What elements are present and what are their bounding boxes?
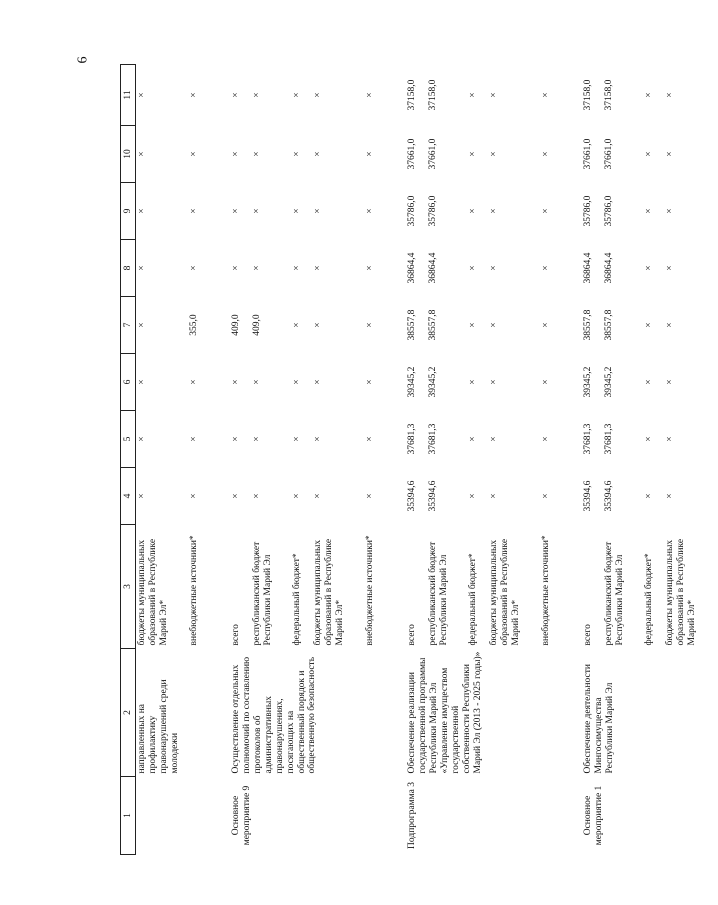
- amount-value: 409,0: [252, 314, 262, 336]
- amount-value: ×: [137, 379, 147, 385]
- value-cell: [136, 411, 231, 468]
- value-cell: [406, 240, 582, 297]
- amount-value: ×: [665, 493, 675, 499]
- value-cell: [582, 183, 718, 240]
- amount-value: ×: [665, 208, 675, 214]
- value-cell: [136, 126, 231, 183]
- amount-value: 409,0: [231, 314, 241, 336]
- amount-value: ×: [313, 92, 323, 98]
- amount-value: 39345,2: [428, 366, 438, 398]
- amount-value: ×: [468, 436, 478, 442]
- value-cell: [582, 354, 718, 411]
- table-row: [406, 65, 582, 855]
- amount-value: ×: [313, 208, 323, 214]
- row-description-text: Обеспечение реализации государственной программы Республики Марий Эл «Управление имуществом государственной собственности Республики Марий Эл (2013 - 2025 годы)»: [407, 651, 483, 774]
- amount-value: ×: [365, 151, 375, 157]
- amount-value: ×: [541, 208, 551, 214]
- amount-value: 37681,3: [428, 423, 438, 455]
- amount-value: ×: [231, 208, 241, 214]
- amount-value: ×: [189, 379, 199, 385]
- amount-value: 38557,8: [604, 309, 614, 341]
- amount-value: 37158,0: [407, 79, 417, 111]
- amount-value: ×: [292, 322, 302, 328]
- header-cell: 11: [121, 65, 136, 126]
- amount-value: ×: [252, 265, 262, 271]
- amount-value: ×: [489, 151, 499, 157]
- table-row: [230, 65, 406, 855]
- amount-value: ×: [541, 92, 551, 98]
- amount-value: ×: [468, 379, 478, 385]
- page-number: 6: [75, 56, 91, 64]
- value-cell: [230, 65, 406, 126]
- value-cell: [582, 65, 718, 126]
- value-cell: [230, 468, 406, 525]
- amount-value: 39345,2: [583, 366, 593, 398]
- amount-value: ×: [292, 379, 302, 385]
- value-cell: [230, 240, 406, 297]
- value-cell: [230, 126, 406, 183]
- amount-value: ×: [313, 151, 323, 157]
- amount-value: 35786,0: [604, 195, 614, 227]
- amount-value: ×: [292, 436, 302, 442]
- amount-value: ×: [231, 151, 241, 157]
- amount-value: ×: [137, 92, 147, 98]
- amount-value: 37158,0: [604, 79, 614, 111]
- amount-value: ×: [489, 436, 499, 442]
- row-code-cell: Подпрограмма 3: [407, 782, 417, 849]
- amount-value: ×: [137, 322, 147, 328]
- amount-value: 35786,0: [428, 195, 438, 227]
- amount-value: ×: [292, 208, 302, 214]
- funding-source-label: бюджеты муниципальных образований в Республике Марий Эл*: [489, 538, 521, 646]
- amount-value: ×: [644, 208, 654, 214]
- amount-value: 37661,0: [428, 138, 438, 170]
- value-cell: [406, 468, 582, 525]
- amount-value: ×: [365, 208, 375, 214]
- amount-value: 37661,0: [407, 138, 417, 170]
- amount-value: ×: [541, 265, 551, 271]
- amount-value: ×: [137, 265, 147, 271]
- amount-value: ×: [231, 493, 241, 499]
- amount-value: ×: [189, 151, 199, 157]
- value-cell: [230, 297, 406, 354]
- amount-value: ×: [365, 436, 375, 442]
- amount-value: 35394,6: [428, 480, 438, 512]
- value-cell: [582, 126, 718, 183]
- amount-value: ×: [489, 92, 499, 98]
- value-cell: [406, 65, 582, 126]
- value-cell: [230, 183, 406, 240]
- amount-value: ×: [365, 493, 375, 499]
- amount-value: ×: [292, 151, 302, 157]
- amount-value: 35394,6: [407, 480, 417, 512]
- funding-source-cell: [230, 525, 406, 649]
- amount-value: ×: [137, 208, 147, 214]
- funding-source-label: республиканский бюджет Республики Марий Эл: [604, 541, 625, 646]
- funding-source-label: федеральный бюджет*: [292, 553, 302, 646]
- header-cell: 9: [121, 183, 136, 240]
- funding-source-label: всего: [407, 624, 417, 646]
- value-cell: [406, 354, 582, 411]
- funding-source-label: бюджеты муниципальных образований в Республике Марий Эл*: [665, 538, 697, 646]
- amount-value: 38557,8: [407, 309, 417, 341]
- amount-value: ×: [541, 493, 551, 499]
- value-cell: [406, 126, 582, 183]
- amount-value: ×: [489, 322, 499, 328]
- amount-value: ×: [665, 436, 675, 442]
- amount-value: 36864,4: [407, 252, 417, 284]
- value-cell: [136, 297, 231, 354]
- funding-source-label: всего: [231, 624, 241, 646]
- value-cell: [136, 354, 231, 411]
- amount-value: ×: [137, 151, 147, 157]
- amount-value: 37661,0: [604, 138, 614, 170]
- amount-value: 37661,0: [583, 138, 593, 170]
- row-description-cell: [406, 649, 582, 777]
- amount-value: 37681,3: [604, 423, 614, 455]
- value-cell: [136, 240, 231, 297]
- amount-value: ×: [292, 265, 302, 271]
- amount-value: ×: [541, 436, 551, 442]
- header-cell: 1: [121, 777, 136, 855]
- amount-value: ×: [468, 322, 478, 328]
- funding-source-label: бюджеты муниципальных образований в Республике Марий Эл*: [137, 538, 169, 646]
- funding-source-label: республиканский бюджет Республики Марий Эл: [428, 541, 449, 646]
- header-cell: 3: [121, 525, 136, 649]
- amount-value: ×: [137, 493, 147, 499]
- row-description-text: направленных на профилактику правонарушений среди молодежи: [137, 679, 180, 774]
- amount-value: ×: [365, 92, 375, 98]
- column-number-row: [121, 65, 136, 855]
- funding-source-label: внебюджетные источники*: [189, 535, 199, 646]
- value-cell: [136, 183, 231, 240]
- amount-value: 35394,6: [604, 480, 614, 512]
- amount-value: ×: [292, 493, 302, 499]
- table-row: [582, 65, 718, 855]
- amount-value: 37681,3: [583, 423, 593, 455]
- value-cell: [406, 297, 582, 354]
- amount-value: ×: [231, 265, 241, 271]
- value-cell: [406, 183, 582, 240]
- amount-value: ×: [644, 436, 654, 442]
- value-cell: [582, 411, 718, 468]
- value-cell: [582, 240, 718, 297]
- amount-value: ×: [644, 493, 654, 499]
- amount-value: ×: [365, 265, 375, 271]
- amount-value: ×: [231, 436, 241, 442]
- amount-value: ×: [541, 322, 551, 328]
- amount-value: ×: [189, 92, 199, 98]
- value-cell: [406, 411, 582, 468]
- row-code-cell: [136, 777, 231, 855]
- amount-value: ×: [365, 322, 375, 328]
- header-cell: 4: [121, 468, 136, 525]
- row-description-text: Осуществление отдельных полномочий по составлению протоколов об административных правонарушениях, посягающих на общественный порядок и общественную безопасность: [231, 656, 318, 774]
- amount-value: ×: [541, 379, 551, 385]
- row-description-cell: [582, 649, 718, 777]
- amount-value: ×: [252, 379, 262, 385]
- amount-value: ×: [489, 265, 499, 271]
- amount-value: ×: [313, 493, 323, 499]
- amount-value: ×: [313, 379, 323, 385]
- table-row: [136, 65, 231, 855]
- amount-value: ×: [468, 92, 478, 98]
- amount-value: ×: [665, 379, 675, 385]
- amount-value: 36864,4: [583, 252, 593, 284]
- amount-value: ×: [137, 436, 147, 442]
- funding-source-label: бюджеты муниципальных образований в Республике Марий Эл*: [313, 538, 345, 646]
- amount-value: 35786,0: [583, 195, 593, 227]
- amount-value: ×: [468, 151, 478, 157]
- funding-source-label: всего: [583, 624, 593, 646]
- amount-value: ×: [231, 379, 241, 385]
- amount-value: ×: [489, 493, 499, 499]
- amount-value: 355,0: [189, 314, 199, 336]
- amount-value: ×: [313, 436, 323, 442]
- document-table-rotated: [120, 65, 697, 855]
- value-cell: [582, 468, 718, 525]
- value-cell: [136, 65, 231, 126]
- value-cell: [582, 297, 718, 354]
- funding-source-label: внебюджетные источники*: [365, 535, 375, 646]
- amount-value: ×: [665, 92, 675, 98]
- amount-value: ×: [252, 151, 262, 157]
- amount-value: 37158,0: [428, 79, 438, 111]
- funding-source-label: федеральный бюджет*: [644, 553, 654, 646]
- amount-value: 35394,6: [583, 480, 593, 512]
- amount-value: ×: [468, 265, 478, 271]
- amount-value: 39345,2: [407, 366, 417, 398]
- amount-value: ×: [644, 322, 654, 328]
- row-code-cell: Основное мероприятие 1: [583, 785, 604, 846]
- funding-source-cell: [582, 525, 718, 649]
- row-description-text: Обеспечение деятельности Мингосимущества Республики Марий Эл: [583, 664, 615, 774]
- funding-source-cell: [406, 525, 582, 649]
- value-cell: [230, 354, 406, 411]
- amount-value: ×: [189, 436, 199, 442]
- amount-value: ×: [252, 208, 262, 214]
- amount-value: 36864,4: [428, 252, 438, 284]
- amount-value: ×: [644, 92, 654, 98]
- amount-value: 38557,8: [583, 309, 593, 341]
- amount-value: 38557,8: [428, 309, 438, 341]
- amount-value: ×: [644, 151, 654, 157]
- amount-value: ×: [365, 379, 375, 385]
- amount-value: 37681,3: [407, 423, 417, 455]
- amount-value: ×: [468, 208, 478, 214]
- amount-value: ×: [665, 151, 675, 157]
- amount-value: ×: [541, 151, 551, 157]
- header-cell: 8: [121, 240, 136, 297]
- financing-table: [120, 64, 718, 855]
- header-cell: 10: [121, 126, 136, 183]
- value-cell: [136, 468, 231, 525]
- amount-value: ×: [189, 208, 199, 214]
- value-cell: [230, 411, 406, 468]
- amount-value: ×: [231, 92, 241, 98]
- row-code-cell: Основное мероприятие 9: [231, 785, 252, 846]
- amount-value: 35786,0: [407, 195, 417, 227]
- amount-value: 36864,4: [604, 252, 614, 284]
- amount-value: ×: [189, 265, 199, 271]
- amount-value: ×: [468, 493, 478, 499]
- amount-value: ×: [313, 322, 323, 328]
- row-description-cell: [136, 649, 231, 777]
- header-cell: 7: [121, 297, 136, 354]
- amount-value: 37158,0: [583, 79, 593, 111]
- table-body: [136, 65, 718, 855]
- header-cell: 6: [121, 354, 136, 411]
- row-description-cell: [230, 649, 406, 777]
- amount-value: ×: [292, 92, 302, 98]
- amount-value: ×: [252, 92, 262, 98]
- funding-source-label: федеральный бюджет*: [468, 553, 478, 646]
- amount-value: ×: [489, 208, 499, 214]
- amount-value: ×: [665, 322, 675, 328]
- amount-value: ×: [665, 265, 675, 271]
- amount-value: ×: [644, 265, 654, 271]
- header-cell: 2: [121, 649, 136, 777]
- amount-value: ×: [252, 436, 262, 442]
- header-cell: 5: [121, 411, 136, 468]
- amount-value: 39345,2: [604, 366, 614, 398]
- funding-source-cell: [136, 525, 231, 649]
- amount-value: ×: [489, 379, 499, 385]
- funding-source-label: республиканский бюджет Республики Марий Эл: [252, 541, 273, 646]
- amount-value: ×: [252, 493, 262, 499]
- amount-value: ×: [189, 493, 199, 499]
- funding-source-label: внебюджетные источники*: [541, 535, 551, 646]
- amount-value: ×: [313, 265, 323, 271]
- amount-value: ×: [644, 379, 654, 385]
